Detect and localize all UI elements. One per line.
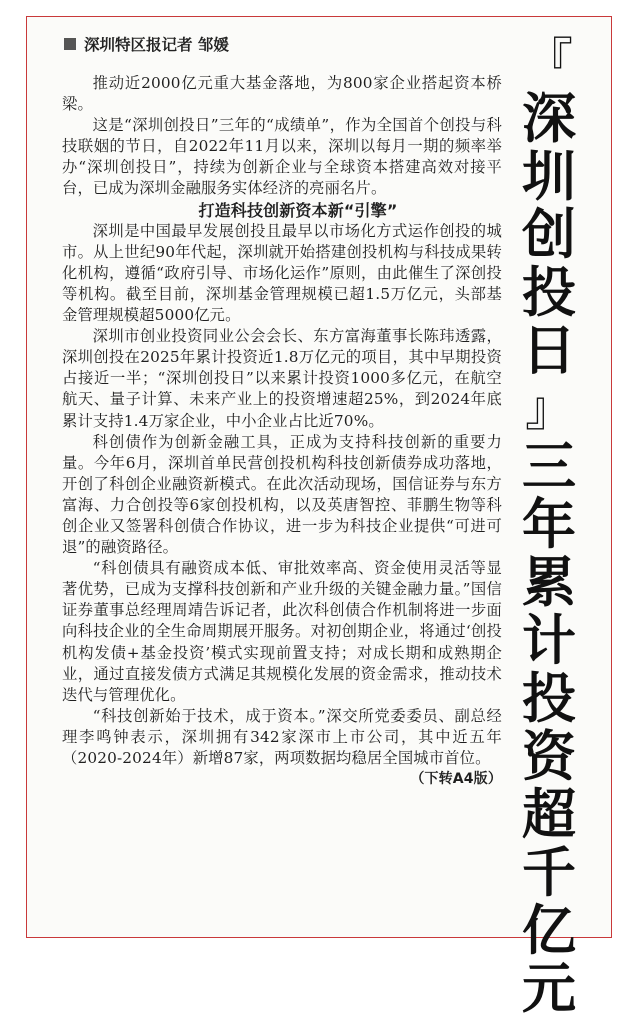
headline-char: 圳: [522, 145, 576, 208]
byline: [64, 33, 229, 55]
headline-char: 投: [522, 667, 576, 730]
headline-char: 计: [522, 609, 576, 672]
byline-text: 深圳特区报记者 邹媛: [84, 36, 229, 54]
headline-char: 投: [522, 261, 576, 324]
subheading: 打造科技创新资本新“引擎”: [198, 200, 398, 220]
headline-char: 亿: [522, 899, 576, 962]
paragraph-1: 推动近2000亿元重大基金落地，为800家企业搭起资本桥梁。: [62, 74, 502, 114]
paragraph-7-text: “科技创新始于技术，成于资本。”深交所党委委员、副总经理李鸣钟表示，深圳拥有342家深市上市公司，其中近五年（2020-2024年）新增87家，两项数据均稳居全国城市首位。: [62, 706, 502, 767]
headline-char: 『: [524, 33, 573, 89]
headline-char: 元: [522, 957, 576, 1020]
headline-char: 资: [522, 725, 576, 788]
headline-char: 千: [522, 841, 576, 904]
paragraph-2: 这是“深圳创投日”三年的“成绩单”，作为全国首个创投与科技联姻的节日，自2022年11月以来，深圳以每月一期的频率举办“深圳创投日”，持续为创新企业与全球资本搭建高效对接平台，已成为深圳金融服务实体经济的亮丽名片。: [62, 116, 502, 198]
article-body: [62, 73, 502, 790]
headline-char: 』: [524, 381, 573, 437]
continue-note: （下转A4版）: [410, 771, 502, 788]
headline-char: 创: [522, 203, 576, 266]
headline-char: 超: [522, 783, 576, 846]
paragraph-5: 科创债作为创新金融工具，正成为支持科技创新的重要力量。今年6月，深圳首单民营创投机构科技创新债券成功落地，开创了科创企业融资新模式。在此次活动现场，国信证券与东方富海、力合创投等6家创投机构，以及英唐智控、菲鹏生物等科创企业又签署科创债合作协议，进一步为科技企业提供“可进可退”的融资路径。: [62, 432, 502, 557]
byline-square-icon: [64, 38, 76, 50]
headline-char: 年: [522, 493, 576, 556]
headline-char: 深: [522, 87, 576, 150]
paragraph-7: [62, 706, 502, 788]
paragraph-3: 深圳是中国最早发展创投且最早以市场化方式运作创投的城市。从上世纪90年代起，深圳就开始搭建创投机构与科技成果转化机构，遵循“政府引导、市场化运作”原则，由此催生了深创投等机构。截至目前，深圳基金管理规模已超1.5万亿元，头部基金管理规模超5000亿元。: [62, 221, 502, 325]
headline-char: 三: [522, 435, 576, 498]
paragraph-4: 深圳市创业投资同业公会会长、东方富海董事长陈玮透露，深圳创投在2025年累计投资近1.8万亿元的项目，其中早期投资占接近一半；“深圳创投日”以来累计投资1000多亿元，在航空航天、量子计算、未来产业上的投资增速超25%，到2024年底累计支持1.4万家企业，中小企业占比近70%。: [62, 327, 502, 430]
paragraph-6: “科创债具有融资成本低、审批效率高、资金使用灵活等显著优势，已成为支撑科技创新和产业升级的关键金融力量。”国信证券董事总经理周靖告诉记者，此次科创债合作机制将进一步面向科技企业的全生命周期展开服务。对初创期企业，将通过‘创投机构发债+基金投资’模式实现前置支持；对成长期和成熟期企业，通过直接发债方式满足其规模化发展的资金需求，推动技术迭代与管理优化。: [62, 559, 502, 704]
headline: [514, 32, 584, 1018]
headline-char: 日: [522, 319, 576, 382]
headline-char: 累: [522, 551, 576, 614]
